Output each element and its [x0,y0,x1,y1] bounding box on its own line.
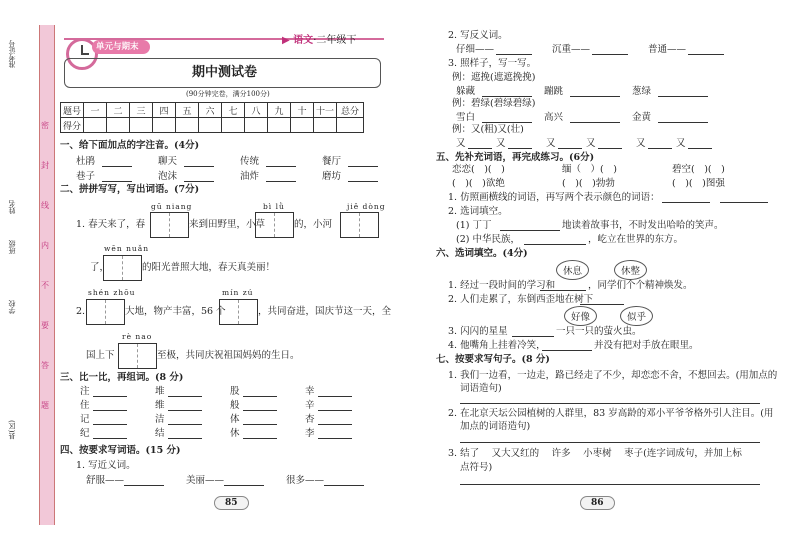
pattern-word: 又 [636,138,646,149]
compare-blank[interactable] [318,414,352,425]
writing-grid-6[interactable] [219,299,258,325]
seal-word: 答 [41,361,49,370]
s2-line1-b: 来到田野里，小草 [189,219,266,230]
score-header-cell: 八 [245,103,268,118]
synonym-prompt: 美丽—— [186,475,225,486]
compare-blank[interactable] [93,428,127,439]
compare-blank[interactable] [318,400,352,411]
s7-q1b: 词语造句) [460,383,502,394]
pinyin-blank[interactable] [348,171,378,182]
synonym-blank[interactable] [324,475,364,486]
pattern-word: 蹦跳 [544,86,564,97]
pinyin-3: jiě dòng [347,202,386,211]
s5-q2a-blank[interactable] [500,220,560,231]
idiom-fill[interactable]: 缅（ ）( ) [562,164,617,175]
pattern-word: 葱绿 [632,86,652,97]
margin-label: 班级 [8,240,16,254]
score-cell[interactable] [199,118,222,133]
margin-label: 县(区) [8,420,16,440]
score-cell[interactable] [84,118,107,133]
s2-line2-b: 的阳光普照大地，春天真美丽！ [142,262,276,273]
compare-char: 体 [230,414,240,425]
word-bubble-3: 好像 [564,306,597,326]
compare-blank[interactable] [168,386,202,397]
s6-l4: 4. 他嘴角上挂着冷笑， [448,340,546,351]
pinyin-7: rè nao [122,332,153,341]
s5-q1-blank-2[interactable] [720,192,768,203]
pattern-blank[interactable] [558,138,582,149]
score-cell[interactable] [222,118,245,133]
page-number-left: 85 [214,496,249,510]
compare-blank[interactable] [93,414,127,425]
pinyin-word: 泡沫 [158,171,178,182]
pattern-word: 又 [456,138,466,149]
compare-blank[interactable] [93,400,127,411]
s7-q1-answer-line[interactable] [460,393,760,404]
seal-word: 题 [41,401,49,410]
s7-q2b: 加点的词语造句) [460,421,531,432]
score-header-cell: 题号 [61,103,84,118]
writing-grid-3[interactable] [340,212,379,238]
pattern-blank[interactable] [598,138,622,149]
pattern-blank[interactable] [468,138,492,149]
synonym-prompt: 舒服—— [86,475,125,486]
exam-subtitle: (90分钟完卷，满分100分) [186,90,270,98]
antonym-prompt: 仔细—— [456,44,495,55]
compare-char: 李 [305,428,315,439]
s2-line1-a: 1. 春天来了，春 [76,219,146,230]
score-cell[interactable] [268,118,291,133]
s2-line3-b: 大地，物产丰富，56 个 [125,306,226,317]
section-6-title: 六、选词填空。(4分) [436,248,528,259]
compare-char: 住 [80,400,90,411]
s2-line4-b: 至极，共同庆祝祖国妈妈的生日。 [157,350,300,361]
pattern-word: 又 [676,138,686,149]
antonym-prompt: 普通—— [648,44,687,55]
s5-q1-blank-1[interactable] [662,192,710,203]
seal-word: 线 [41,201,49,210]
pinyin-blank[interactable] [266,156,296,167]
score-cell[interactable] [314,118,337,133]
compare-blank[interactable] [168,400,202,411]
compare-blank[interactable] [93,386,127,397]
pinyin-blank[interactable] [348,156,378,167]
s7-q2-answer-line[interactable] [460,432,760,443]
r-item2-title: 2. 写反义词。 [448,30,508,41]
compare-blank[interactable] [318,386,352,397]
pattern-word: 雪白 [456,112,476,123]
synonym-prompt: 很多—— [286,475,325,486]
s6-l2-blank[interactable] [580,294,624,305]
pinyin-5: shén zhōu [88,288,136,297]
compare-blank[interactable] [168,414,202,425]
compare-char: 纪 [80,428,90,439]
s7-q3-answer-line[interactable] [460,474,760,485]
word-bubble-2: 休整 [614,260,647,280]
r-item3-title: 3. 照样子，写一写。 [448,58,537,69]
score-cell[interactable] [130,118,153,133]
s6-l4b: 并没有把对手放在眼里。 [594,340,699,351]
score-header-cell: 十 [291,103,314,118]
grade: ·二年级下 [313,35,357,46]
compare-char: 般 [230,400,240,411]
synonym-blank[interactable] [124,475,164,486]
pattern-blank[interactable] [482,112,532,123]
s5-q2: 2. 选词填空。 [448,206,508,217]
pinyin-blank[interactable] [266,171,296,182]
page-number-right: 86 [580,496,615,510]
seal-word: 要 [41,321,49,330]
binding-margin [0,0,48,538]
idiom-fill[interactable]: 恋恋( )( ) [452,164,505,175]
pinyin-word: 传统 [240,156,260,167]
compare-char: 堆 [155,386,165,397]
score-header-cell: 总分 [337,103,364,118]
pattern-blank[interactable] [648,138,672,149]
score-header-cell: 六 [199,103,222,118]
word-bubble-4: 似乎 [620,306,653,326]
s5-q2a2: 地读着故事书，不时发出哈哈的笑声。 [562,220,724,231]
compare-char: 杏 [305,414,315,425]
writing-grid-4[interactable] [103,255,142,281]
s5-q2a: (1) 丁丁 [456,220,492,231]
pattern-word: 躲藏 [456,86,476,97]
margin-label: 姓名 [8,200,16,214]
compare-char: 股 [230,386,240,397]
pattern-blank[interactable] [658,86,708,97]
compare-blank[interactable] [243,400,277,411]
pattern-word: 高兴 [544,112,564,123]
s4-sub1: 1. 写近义词。 [76,460,136,471]
score-header-cell: 九 [268,103,291,118]
r-ex1: 例：遮挽(遮遮挽挽) [452,72,536,83]
s6-l1: 1. 经过一段时间的学习和 [448,280,556,291]
score-label: 得分 [61,118,84,133]
pinyin-blank[interactable] [184,171,214,182]
writing-grid-1[interactable] [150,212,189,238]
pinyin-blank[interactable] [102,171,132,182]
compare-char: 幸 [305,386,315,397]
score-header-cell: 二 [107,103,130,118]
antonym-blank[interactable] [592,44,628,55]
antonym-blank[interactable] [496,44,532,55]
s2-line3-c: ，共同奋进，国庆节这一天，全 [258,306,392,317]
s6-l3b: 一只一只的萤火虫。 [556,326,642,337]
subject: 语文 [293,35,314,46]
pinyin-word: 油炸 [240,171,260,182]
pattern-blank[interactable] [482,86,532,97]
compare-blank[interactable] [243,386,277,397]
score-cell[interactable] [245,118,268,133]
section-1-title: 一、给下面加点的字注音。(4分) [60,140,200,151]
pinyin-word: 餐厅 [322,156,342,167]
idiom-fill[interactable]: ( )( )勃勃 [562,178,615,189]
seal-line [39,25,55,525]
section-4-title: 四、按要求写词语。(15 分) [60,445,181,456]
pattern-blank[interactable] [658,112,708,123]
pinyin-word: 磨坊 [322,171,342,182]
antonym-prompt: 沉重—— [552,44,591,55]
s6-l1b: ，同学们个个精神焕发。 [588,280,693,291]
margin-label: 准考证号 [8,40,16,68]
idiom-fill[interactable]: ( )( )欲绝 [452,178,505,189]
pattern-blank[interactable] [570,112,620,123]
s6-l2: 2. 人们走累了，东倒西歪地在树下 [448,294,594,305]
exam-title: 期中测试卷 [192,65,258,80]
score-header-cell: 一 [84,103,107,118]
idiom-fill[interactable]: 碧空( )( ) [672,164,725,175]
s5-q2b2: ，屹立在世界的东方。 [588,234,684,245]
play-icon: ▶ [282,35,290,46]
pinyin-2: bì lǜ [263,202,285,211]
seal-word: 内 [41,241,49,250]
s7-q2: 2. 在北京天坛公园植树的人群里，83 岁高龄的邓小平爷爷格外引人注目。(用 [448,408,774,419]
unit-badge-label: 单元与期末 [96,42,139,52]
score-header-cell: 七 [222,103,245,118]
s2-line1-c: 的，小河 [294,219,333,230]
pattern-word: 又 [546,138,556,149]
s5-q2b-blank[interactable] [524,234,586,245]
compare-char: 注 [80,386,90,397]
s6-l1-blank[interactable] [540,280,586,291]
section-2-title: 二、拼拼写写，写出词语。(7分) [60,184,200,195]
seal-word: 密 [41,121,49,130]
idiom-fill[interactable]: ( )( )图强 [672,178,725,189]
pinyin-blank[interactable] [184,156,214,167]
score-header-cell: 三 [130,103,153,118]
score-cell[interactable] [153,118,176,133]
section-5-title: 五、先补充词语，再完成练习。(6分) [436,152,595,163]
margin-label: 学校 [8,300,16,314]
section-3-title: 三、比一比，再组词。(8 分) [60,372,184,383]
compare-char: 休 [230,428,240,439]
compare-blank[interactable] [243,414,277,425]
s5-q1: 1. 仿照画横线的词语，再写两个表示颜色的词语： [448,192,660,203]
section-7-title: 七、按要求写句子。(8 分) [436,354,550,365]
r-ex3: 例：又(粗)又(壮) [452,124,524,135]
score-header-cell: 五 [176,103,199,118]
writing-grid-7[interactable] [118,343,157,369]
pinyin-6: mín zú [222,288,254,297]
s6-l3-blank[interactable] [512,326,554,337]
pattern-blank[interactable] [688,138,712,149]
s2-line4-a: 国上下 [86,350,115,361]
compare-char: 维 [155,400,165,411]
pattern-blank[interactable] [570,86,620,97]
pattern-word: 又 [496,138,506,149]
compare-blank[interactable] [168,428,202,439]
r-ex2: 例：碧绿(碧绿碧绿) [452,98,536,109]
score-cell[interactable] [107,118,130,133]
pinyin-word: 巷子 [76,171,96,182]
pinyin-word: 聊天 [158,156,178,167]
score-table [60,102,364,133]
pinyin-1: gū niang [151,202,193,211]
s7-q3: 3. 结了 又大又红的 许多 小枣树 枣子(连字词成句，并加上标 [448,448,742,459]
pattern-blank[interactable] [508,138,532,149]
score-cell[interactable] [337,118,364,133]
synonym-blank[interactable] [224,475,264,486]
s7-q1: 1. 我们一边看，一边走，路已经走了不少，却恋恋不舍，不想回去。(用加点的 [448,370,778,381]
word-bubble-1: 休息 [556,260,589,280]
pattern-word: 金黄 [632,112,652,123]
s7-q3b: 点符号) [460,462,493,473]
pattern-word: 又 [586,138,596,149]
compare-blank[interactable] [318,428,352,439]
score-header-cell: 十一 [314,103,337,118]
pinyin-blank[interactable] [102,156,132,167]
s6-l3: 3. 闪闪的星星 [448,326,508,337]
seal-word: 封 [41,161,49,170]
pinyin-word: 杜鹃 [76,156,96,167]
subject-label [282,35,356,47]
compare-char: 结 [155,428,165,439]
compare-char: 记 [80,414,90,425]
seal-word: 不 [41,281,49,290]
compare-blank[interactable] [243,428,277,439]
s2-line3-a: 2. [76,306,86,317]
writing-grid-2[interactable] [255,212,294,238]
s5-q2b: (2) 中华民族， [456,234,520,245]
score-header-cell: 四 [153,103,176,118]
writing-grid-5[interactable] [86,299,125,325]
score-cell[interactable] [176,118,199,133]
pinyin-4: wēn nuǎn [104,244,150,253]
antonym-blank[interactable] [688,44,724,55]
compare-char: 洁 [155,414,165,425]
compare-char: 辛 [305,400,315,411]
score-cell[interactable] [291,118,314,133]
s6-l4-blank[interactable] [542,340,592,351]
s2-line2-a: 了， [90,262,110,273]
